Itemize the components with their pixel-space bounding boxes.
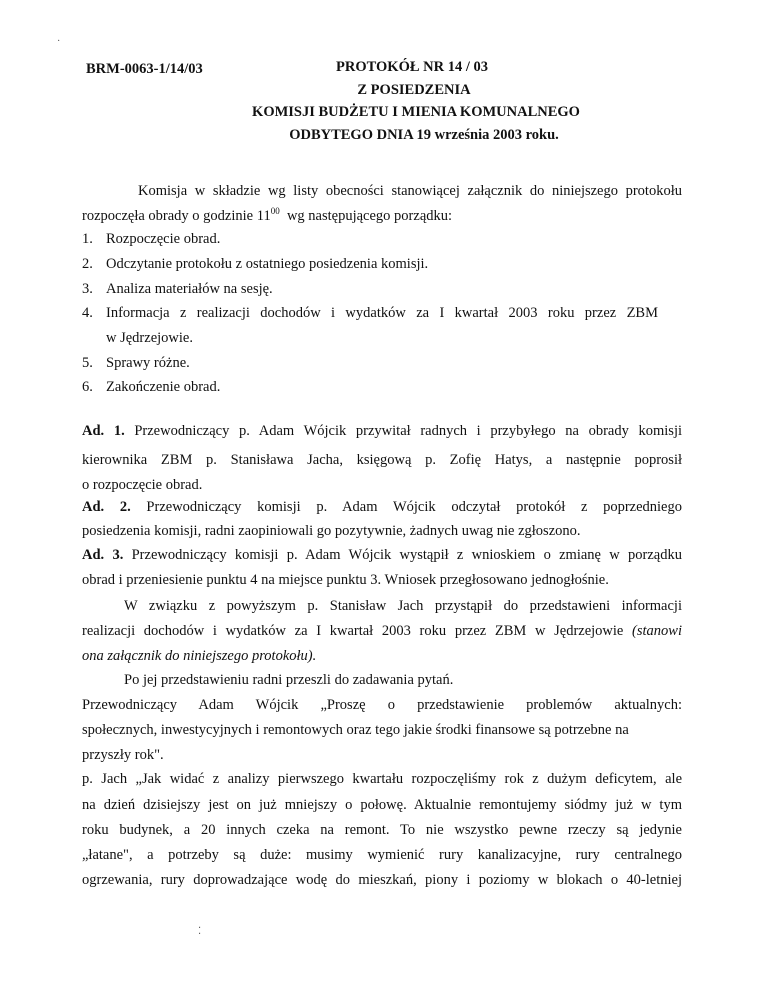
- agenda-number: 4.: [82, 305, 93, 321]
- ad3-line-4-italic: (stanowi: [632, 623, 682, 639]
- agenda-number: 3.: [82, 281, 93, 297]
- ad1-label: Ad. 1.: [82, 423, 125, 439]
- ad2-line-1: [82, 499, 682, 516]
- agenda-text: Odczytanie protokołu z ostatniego posiedzenia komisji.: [106, 256, 429, 272]
- ad3-line-1: [82, 547, 682, 564]
- intro-line-2-text: rozpoczęła obrady o godzinie 11: [82, 207, 271, 224]
- agenda-number: 1.: [82, 231, 93, 247]
- ad3-line-4-text: realizacji dochodów i wydatków za I kwartał 2003 roku przez ZBM w Jędrzejowie: [82, 623, 633, 639]
- ad3-line-11: na dzień dzisiejszy jest on już mniejszy o połowę. Aktualnie remontujemy siódmy już w tym: [82, 797, 682, 813]
- agenda-item: [82, 231, 220, 248]
- header-subtitle: Z POSIEDZENIA: [357, 82, 471, 98]
- ad3-line-14: ogrzewania, rury doprowadzające wodę do mieszkań, piony i poziomy w blokach o 40-letniej: [82, 872, 682, 888]
- ad2-text: Przewodniczący komisji p. Adam Wójcik odczytał protokół z poprzedniego: [130, 499, 682, 515]
- ad3-line-2: obrad i przeniesienie punktu 4 na miejsce punktu 3. Wniosek przegłosowano jednogłośnie.: [82, 572, 609, 588]
- agenda-item: [82, 281, 273, 298]
- agenda-item: [82, 256, 428, 273]
- ad3-line-8: społecznych, inwestycyjnych i remontowych oraz tego jakie środki finansowe są potrzebne na: [82, 722, 629, 738]
- intro-line-2: [82, 206, 452, 225]
- agenda-text: Zakończenie obrad.: [106, 379, 221, 395]
- intro-time-superscript: 00: [270, 206, 280, 216]
- ad1-line-1: [82, 423, 682, 440]
- ad3-line-6: Po jej przedstawieniu radni przeszli do zadawania pytań.: [124, 672, 454, 688]
- ad3-label: Ad. 3.: [82, 547, 124, 563]
- agenda-number: 5.: [82, 355, 93, 371]
- header-date: ODBYTEGO DNIA 19 września 2003 roku.: [289, 127, 559, 143]
- agenda-item: [82, 330, 193, 347]
- ad3-line-4: [82, 623, 682, 640]
- ad2-line-2: posiedzenia komisji, radni zaopiniowali go pozytywnie, żadnych uwag nie zgłoszono.: [82, 523, 581, 539]
- ad1-line-2: kierownika ZBM p. Stanisława Jacha, księgową p. Zofię Hatys, a następnie poprosił: [82, 452, 682, 468]
- scan-speck: ·: [57, 36, 61, 47]
- agenda-text: Rozpoczęcie obrad.: [106, 231, 221, 247]
- ad3-line-10: p. Jach „Jak widać z analizy pierwszego kwartału rozpoczęliśmy rok z dużym deficytem, ale: [82, 771, 682, 787]
- agenda-item: [82, 355, 190, 372]
- agenda-number: 2.: [82, 256, 93, 272]
- ad3-line-12: roku budynek, a 20 innych czeka na remont. To nie wszystko pewne rzeczy są jedynie: [82, 822, 682, 838]
- ad3-line-9: przyszły rok".: [82, 747, 164, 763]
- ad2-label: Ad. 2.: [82, 499, 131, 515]
- ad3-line-3: W związku z powyższym p. Stanisław Jach przystąpił do przedstawieni informacji: [124, 598, 682, 614]
- scan-speck: ⁚: [198, 926, 202, 937]
- ad3-line-5: ona załącznik do niniejszego protokołu).: [82, 648, 317, 664]
- ad3-line-13: „łatane", a potrzeby są duże: musimy wymienić rury kanalizacyjne, rury centralnego: [82, 847, 682, 863]
- ad3-text: Przewodniczący komisji p. Adam Wójcik wystąpił z wnioskiem o zmianę w porządku: [123, 547, 682, 563]
- agenda-number: 6.: [82, 379, 93, 395]
- document-reference: BRM-0063-1/14/03: [86, 61, 203, 77]
- agenda-text: Sprawy różne.: [106, 355, 190, 371]
- intro-line-1: Komisja w składzie wg listy obecności stanowiącej załącznik do niniejszego protokołu: [138, 183, 682, 199]
- ad3-line-7: Przewodniczący Adam Wójcik „Proszę o przedstawienie problemów aktualnych:: [82, 697, 682, 713]
- agenda-item: [82, 305, 658, 322]
- header-committee: KOMISJI BUDŻETU I MIENIA KOMUNALNEGO: [252, 104, 580, 120]
- agenda-text: w Jędrzejowie.: [106, 330, 193, 346]
- agenda-item: [82, 379, 220, 396]
- header-title: PROTOKÓŁ NR 14 / 03: [336, 59, 488, 75]
- intro-line-2-tail: wg następującego porządku:: [279, 207, 453, 224]
- agenda-text: Analiza materiałów na sesję.: [106, 281, 273, 297]
- ad1-line-3: o rozpoczęcie obrad.: [82, 477, 203, 493]
- agenda-text: Informacja z realizacji dochodów i wydatków za I kwartał 2003 roku przez ZBM: [106, 305, 658, 321]
- ad1-text: Przewodniczący p. Adam Wójcik przywitał radnych i przybyłego na obrady komisji: [124, 423, 683, 439]
